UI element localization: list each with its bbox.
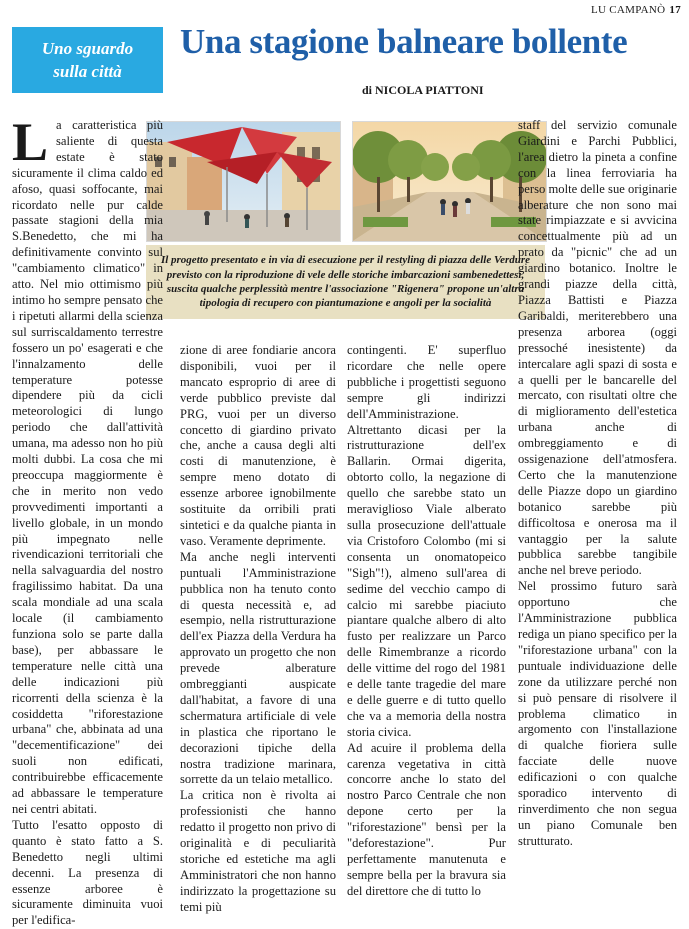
kicker-line-1: Uno sguardo: [41, 39, 134, 58]
column-2-paragraph-1: zione di aree fondiarie ancora disponibili, vuoi per il mancato esproprio di aree di verde pubblico previste dal PRG, vuoi per un diverso concetto di giardino privato che, anche a causa degli alti costi di manutenzione, è sempre meno dotato di essenze arboree ignobilmente sostituite da orribili prati sintetici e da qualche pianta in vaso. Veramente deprimente.: [180, 343, 336, 548]
page-number: 17: [669, 4, 681, 16]
column-3-paragraph-1: contingenti. E' superfluo ricordare che nelle opere pubbliche i progettisti seguono sempre gli indirizzi dell'Amministrazione.: [347, 343, 506, 421]
column-4-paragraph-1: staff del servizio comunale Giardini e Parchi Pubblici, l'area dietro la pineta a confine con la linea ferroviaria ha perso molte delle sue originarie alberature che non sono mai state rimpiazzate e si avvicina concettualmente più ad un prato da "picnic" che ad un giardino botanico. Inoltre le grandi piazze della città, Piazza Battisti e Piazza Garibaldi, meriterebbero una presenza arborea (oggi pressoché inesistente) da intercalare agli spazi di sosta e a quelli per le bancarelle del mercato, con risultati oltre che di miglioramento dell'estetica urbana anche di ombreggiamento e di ossigenazione dell'atmosfera. Certo che la manutenzione delle Piazze dopo un giardino botanico sarebbe più difficoltosa e onerosa ma il vantaggio per la salute pubblica sarebbe tangibile anche nel breve periodo.: [518, 118, 677, 578]
column-1-paragraph-2: Tutto l'esatto opposto di quanto è stato fatto a S. Benedetto negli ultimi decenni. La presenza di essenze arboree è sicuramente diminuita vuoi per l'edifica-: [12, 817, 163, 928]
column-2-paragraph-3: La critica non è rivolta ai professionisti che hanno redatto il progetto non privo di originalità e di peculiarità storiche ed estetiche ma agli Amministratori che non hanno indirizzato la progettazione su temi più: [180, 788, 336, 914]
photo-piazza-sails: [146, 121, 341, 242]
article-column-2: [180, 343, 336, 916]
article-column-3: [347, 343, 506, 900]
publication-name: LU CAMPANÒ: [590, 4, 666, 16]
section-kicker: [12, 27, 163, 93]
byline: di NICOLA PIATTONI: [362, 83, 484, 97]
article-column-4: [518, 118, 677, 850]
caption-text: Il progetto presentato e in via di esecuzione per il restyling di piazza delle Verdure previsto con la riproduzione di vele delle storiche imbarcazioni sambenedettesi, suscita qualche perplessità mentre l'associazione "Rigenera" propone un'altra tipologia di recupero con piantumazione e angoli per la socialità: [160, 254, 531, 310]
column-3-paragraph-3: Ad acuire il problema della carenza vegetativa in città concorre anche lo stato del nostro Parco Centrale che non depone certo per la "riforestazione" bensì per la "deforestazione". Pur perfettamente manutenuta e sempre bella per la bravura sia del direttore che di tutto lo: [347, 740, 506, 898]
column-3-paragraph-2: Altrettanto dicasi per la ristrutturazione dell'ex Ballarin. Ormai digerita, obtorto collo, la negazione di quello che sarebbe stato un meraviglioso Viale alberato sulla prosecuzione dell'attuale via Cristoforo Colombo (mi si consenta un onomatopeico "Sigh"!), almeno sull'area di sedime del vecchio campo di calcio mi sarebbe piaciuto piantare qualche albero di alto fusto per realizzare un Parco delle Rimembranze a ricordo delle vittime del rogo del 1981 e delle tante tragedie del mare e delle guerre e di tutto quello che va a memoria della nostra storia civica.: [347, 422, 506, 739]
running-header: [591, 4, 681, 16]
column-2-paragraph-2: Ma anche negli interventi puntuali l'Amministrazione pubblica non ha tenuto conto di questa necessità e, ad esempio, nella ristrutturazione dell'ex Piazza della Verdura ha approvato un progetto che non prevede alberature ombreggianti auspicate dall'habitat, a favore di una schermatura artificiale di vele in plastica che riportano le decorazioni tipiche della nostra tradizione marinara, sorrette da un telaio metallico.: [180, 549, 336, 787]
kicker-line-2: sulla città: [53, 62, 122, 81]
drop-cap: L: [12, 112, 49, 172]
article-column-1: [12, 112, 163, 929]
headline: Una stagione balneare bollente: [180, 22, 628, 61]
photo-caption: [146, 245, 545, 319]
column-4-paragraph-2: Nel prossimo futuro sarà opportuno che l'Amministrazione pubblica rediga un piano specifico per la "riforestazione urbana" con la puntuale individuazione delle zone da utilizzare perché non si può pensare di risolvere il problema climatico in argomento con l'installazione di qualche fioriera sulle facciate delle nuove edificazioni o con qualche sporadico intervento di rinverdimento che non segua un piano Comunale ben strutturato.: [518, 579, 677, 848]
column-1-text: a caratteristica più saliente di questa estate è stato sicuramente il clima caldo ed afoso, quasi soffocante, mai ricordato nelle pur calde passate stagioni della mia S.Benedetto, che mi ha definitivamente convinto sul "cambiamento climatico" in atto. Nel mio ottimismo più intimo ho sempre pensato che i ripetuti allarmi della scienza sul surriscaldamento terrestre fossero un po' esagerati e che l'innalzamento delle temperature potesse dipendere più da cicli meteorologici di lungo periodo che dall'attività umana, ma adesso non ho più molti dubbi. La cosa che mi preoccupa maggiormente è che in merito non vedo provvedimenti importanti a livello globale, in un mondo più impegnato nelle rivendicazioni territoriali che nella salvaguardia del nostro fragilissimo habitat. Da una scala mondiale ad una scala locale (il cambiamento funziona solo se parte dalla base), per abbassare le temperature nelle città una delle indicazioni più ricorrenti della scienza è la cosiddetta "riforestazione urbana" che, abbinata ad una "decementificazione" dei suoli non edificati, contribuirebbe efficacemente ad abbassare le temperature nei centri abitati.: [12, 118, 163, 816]
